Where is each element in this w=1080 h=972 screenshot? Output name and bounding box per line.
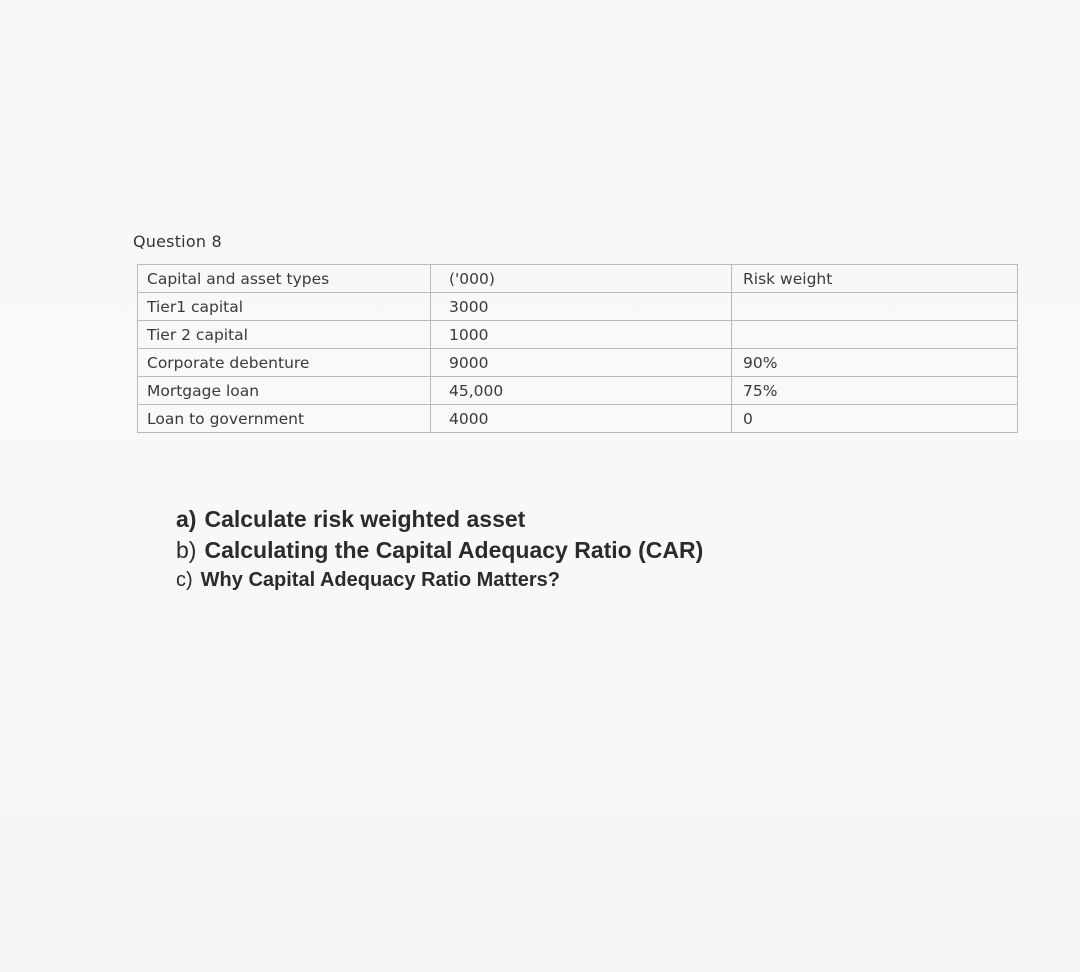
table-row — [138, 405, 1018, 433]
task-item-b — [176, 534, 703, 566]
cell-amount: 4000 — [431, 405, 732, 433]
cell-risk-weight: 90% — [732, 349, 1018, 377]
task-list — [176, 504, 703, 594]
cell-risk-weight: 75% — [732, 377, 1018, 405]
task-letter: c) — [176, 569, 193, 591]
cell-asset-type: Loan to government — [138, 405, 431, 433]
cell-risk-weight — [732, 293, 1018, 321]
cell-amount: 3000 — [431, 293, 732, 321]
cell-amount: 9000 — [431, 349, 732, 377]
cell-asset-type: Mortgage loan — [138, 377, 431, 405]
capital-asset-table — [137, 264, 1018, 433]
task-text: Calculating the Capital Adequacy Ratio (CAR) — [204, 537, 704, 563]
header-amount: ('000) — [431, 265, 732, 293]
question-title: Question 8 — [133, 232, 222, 251]
table-row — [138, 349, 1018, 377]
table-row — [138, 321, 1018, 349]
cell-asset-type: Tier 2 capital — [138, 321, 431, 349]
cell-amount: 45,000 — [431, 377, 732, 405]
task-letter: a) — [176, 506, 197, 532]
cell-asset-type: Corporate debenture — [138, 349, 431, 377]
table-header-row — [138, 265, 1018, 293]
header-asset-type: Capital and asset types — [138, 265, 431, 293]
task-item-a — [176, 504, 703, 534]
cell-risk-weight: 0 — [732, 405, 1018, 433]
header-risk-weight: Risk weight — [732, 265, 1018, 293]
task-item-c — [176, 566, 703, 594]
task-letter: b) — [176, 537, 197, 563]
table-row — [138, 377, 1018, 405]
cell-risk-weight — [732, 321, 1018, 349]
task-text: Calculate risk weighted asset — [204, 506, 526, 532]
cell-amount: 1000 — [431, 321, 732, 349]
table-row — [138, 293, 1018, 321]
cell-asset-type: Tier1 capital — [138, 293, 431, 321]
task-text: Why Capital Adequacy Ratio Matters? — [200, 569, 560, 591]
